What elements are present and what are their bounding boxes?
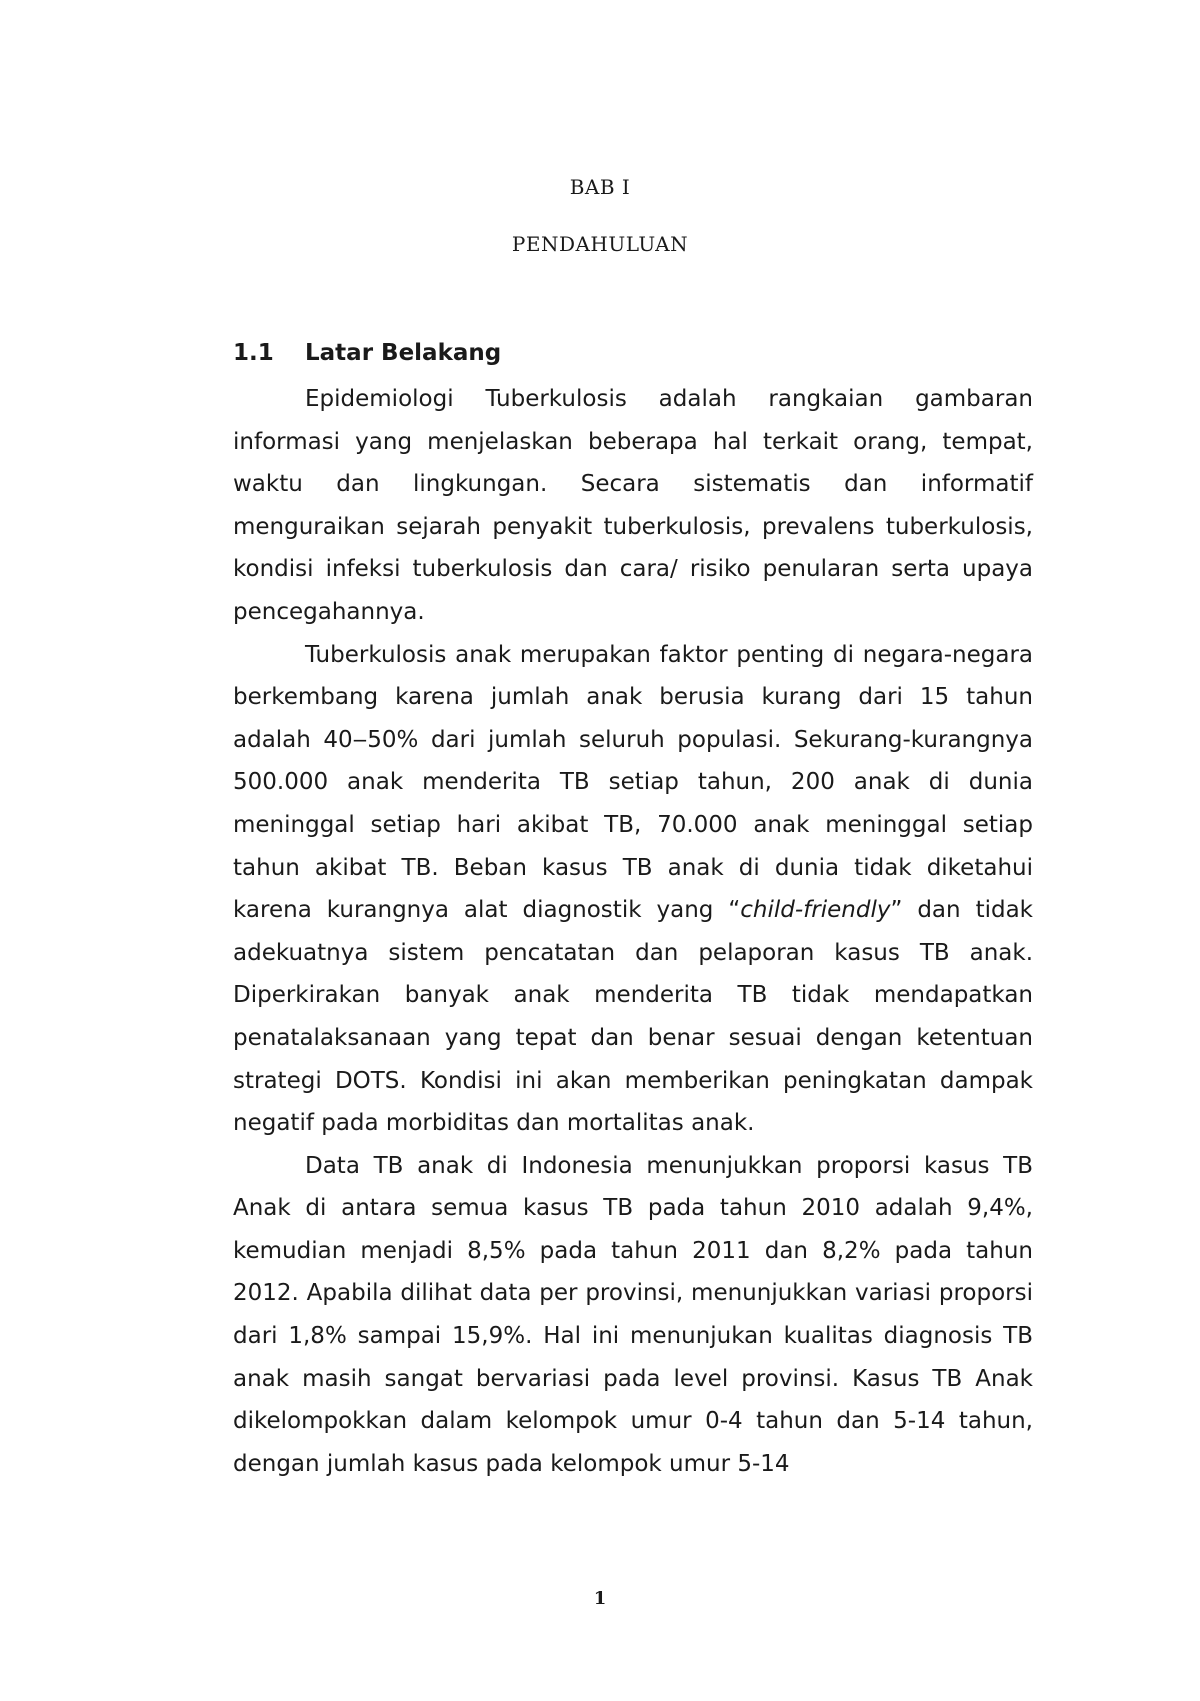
chapter-title: PENDAHULUAN bbox=[511, 232, 689, 256]
paragraph-tb-anak bbox=[233, 634, 1033, 1145]
page-number: 1 bbox=[593, 1588, 607, 1609]
body-text bbox=[233, 378, 1033, 1485]
paragraph-epidemiologi: Epidemiologi Tuberkulosis adalah rangkaian gambaran informasi yang menjelaskan beberapa hal terkait orang, tempat, waktu dan lingkungan. Secara sistematis dan informatif menguraikan sejarah penyakit tuberkulosis, prevalens tuberkulosis, kondisi infeksi tuberkulosis dan cara/ risiko penularan serta upaya pencegahannya. bbox=[233, 386, 1033, 625]
section-number: 1.1 bbox=[233, 340, 274, 366]
paragraph-tb-anak-text-2: ” dan tidak adekuatnya sistem pencatatan dan pelaporan kasus TB anak. Diperkirakan banyak anak menderita TB tidak mendapatkan penatalaksanaan yang tepat dan benar sesuai dengan ketentuan strategi DOTS. Kondisi ini akan memberikan peningkatan dampak negatif pada morbiditas dan mortalitas anak. bbox=[233, 897, 1033, 1137]
paragraph-data-tb-indonesia: Data TB anak di Indonesia menunjukkan proporsi kasus TB Anak di antara semua kasus TB pada tahun 2010 adalah 9,4%, kemudian menjadi 8,5% pada tahun 2011 dan 8,2% pada tahun 2012. Apabila dilihat data per provinsi, menunjukkan variasi proporsi dari 1,8% sampai 15,9%. Hal ini menunjukan kualitas diagnosis TB anak masih sangat bervariasi pada level provinsi. Kasus TB Anak dikelompokkan dalam kelompok umur 0-4 tahun dan 5-14 tahun, dengan jumlah kasus pada kelompok umur 5-14 bbox=[233, 1152, 1033, 1477]
section-title: Latar Belakang bbox=[305, 340, 502, 366]
child-friendly-term: child-friendly bbox=[740, 897, 891, 924]
chapter-number: BAB I bbox=[569, 175, 631, 199]
paragraph-tb-anak-text-1: Tuberkulosis anak merupakan faktor penting di negara-negara berkembang karena jumlah anak berusia kurang dari 15 tahun adalah 40‒50% dari jumlah seluruh populasi. Sekurang-kurangnya 500.000 anak menderita TB setiap tahun, 200 anak di dunia meninggal setiap hari akibat TB, 70.000 anak meninggal setiap tahun akibat TB. Beban kasus TB anak di dunia tidak diketahui karena kurangnya alat diagnostik yang “ bbox=[233, 641, 1033, 924]
section-heading bbox=[233, 340, 501, 366]
